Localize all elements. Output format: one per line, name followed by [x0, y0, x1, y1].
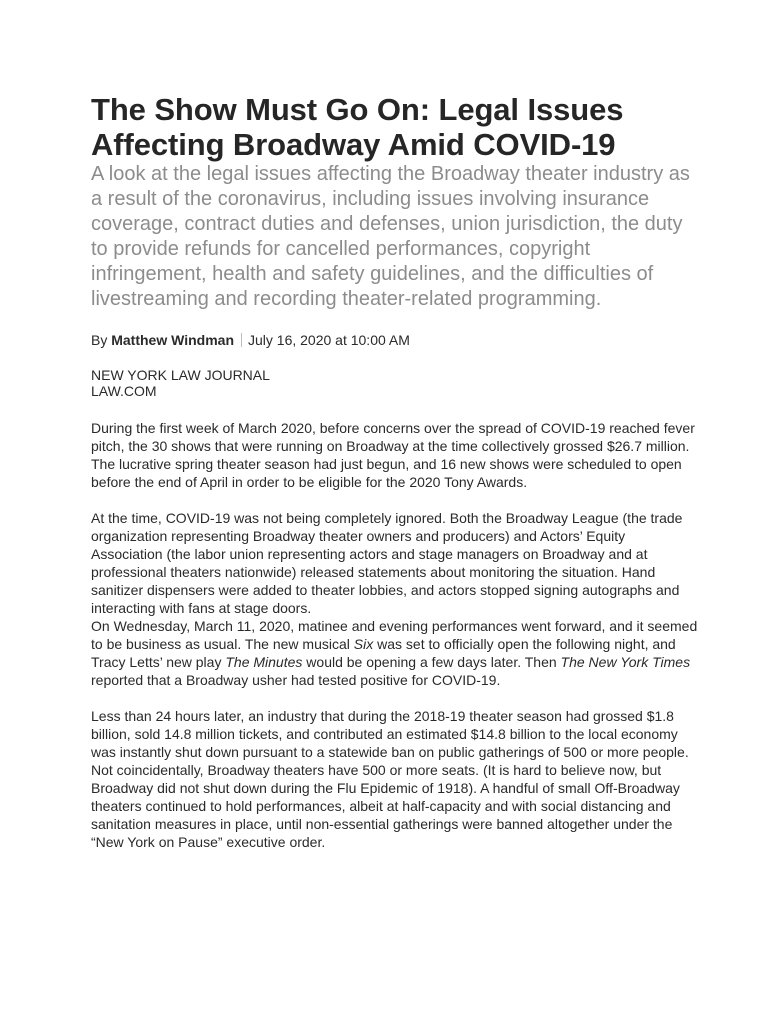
show-title-six: Six [353, 636, 374, 652]
author-name[interactable]: Matthew Windman [111, 332, 234, 348]
byline-prefix: By [91, 332, 108, 348]
paragraph-3-text-4: reported that a Broadway usher had tested positive for COVID-19. [91, 672, 501, 688]
play-title-the-minutes: The Minutes [225, 654, 303, 670]
publish-date: July 16, 2020 at 10:00 AM [248, 332, 410, 348]
paragraph-2: At the time, COVID-19 was not being completely ignored. Both the Broadway League (the trade organization representing Broadway theater owners and producers) and Actors’ Equity Association (the labor union representing actors and stage managers on Broadway and at professional theaters nationwide) released statements about monitoring the situation. Hand sanitizer dispensers were added to theater lobbies, and actors stopped signing autographs and interacting with fans at stage doors. [91, 510, 683, 616]
paragraph-3-text-3: would be opening a few days later. Then [302, 654, 561, 670]
publication-title-nyt: The New York Times [560, 654, 691, 670]
paragraph-4: Less than 24 hours later, an industry that during the 2018-19 theater season had grossed $1.8 billion, sold 14.8 million tickets, and contributed an estimated $14.8 billion to the local economy was instantly shut down pursuant to a statewide ban on public gatherings of 500 or more people. Not coincidentally, Broadway theaters have 500 or more seats. (It is hard to believe now, but Broadway did not shut down during the Flu Epidemic of 1918). A handful of small Off-Broadway theaters continued to hold performances, albeit at half-capacity and with social distancing and sanitation measures in place, until non-essential gatherings were banned altogether under the “New York on Pause” executive order. [91, 708, 689, 850]
article-headline: The Show Must Go On: Legal Issues Affecting Broadway Amid COVID-19 [91, 92, 624, 162]
byline [91, 331, 698, 349]
article-dek: A look at the legal issues affecting the Broadway theater industry as a result of the coronavirus, including issues involving insurance coverage, contract duties and defenses, union jurisdiction, the duty to provide refunds for cancelled performances, copyright infringement, health and safety guidelines, and the difficulties of livestreaming and recording theater-related programming. [91, 163, 690, 310]
publication-name: NEW YORK LAW JOURNAL [91, 367, 270, 383]
source-block [91, 367, 698, 399]
paragraph-3-text-2: was set to officially open the following night, and Tracy Letts’ new play [91, 636, 676, 670]
article-body [91, 419, 698, 851]
paragraph-1: During the first week of March 2020, before concerns over the spread of COVID-19 reached fever pitch, the 30 shows that were running on Broadway at the time collectively grossed $26.7 million. The lucrative spring theater season had just begun, and 16 new shows were scheduled to open before the end of April in order to be eligible for the 2020 Tony Awards. [91, 420, 695, 490]
byline-divider [241, 333, 242, 347]
site-name: LAW.COM [91, 383, 157, 399]
paragraph-3 [91, 617, 698, 689]
paragraph-3-text-1: On Wednesday, March 11, 2020, matinee and evening performances went forward, and it seemed to be business as usual. The new musical [91, 618, 698, 652]
